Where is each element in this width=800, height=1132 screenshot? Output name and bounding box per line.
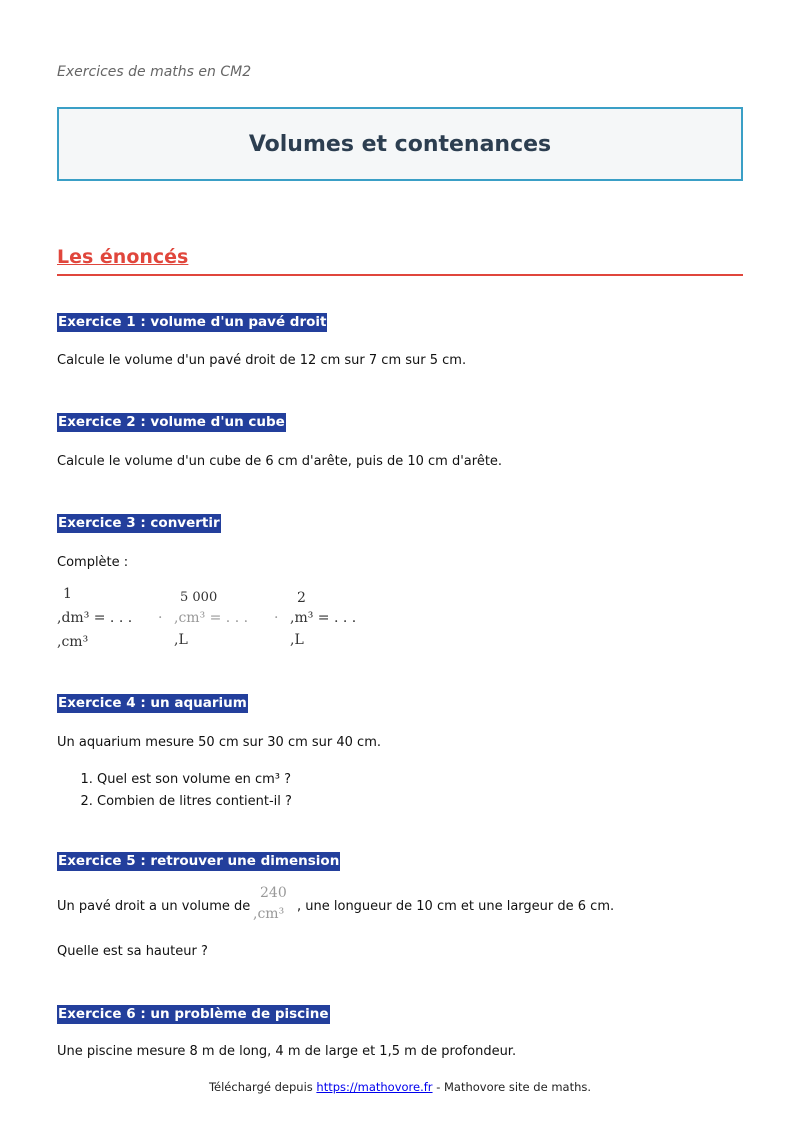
conversion-3-unit-to: ,L <box>290 632 304 648</box>
exercise-3-text: Complète : <box>57 555 129 570</box>
footer-link[interactable]: https://mathovore.fr <box>316 1080 433 1094</box>
conversion-3-unit-from: ,m³ = . . . <box>290 610 357 626</box>
exercise-3-title: Exercice 3 : convertir <box>58 515 220 531</box>
conversion-1-separator: · <box>158 610 163 626</box>
exercise-5-text-before: Un pavé droit a un volume de <box>57 899 251 914</box>
conversion-2-unit-to: ,L <box>174 632 188 648</box>
conversion-1-unit-from: ,dm³ = . . . <box>57 610 133 626</box>
footer <box>0 1080 800 1094</box>
section-title: Les énoncés <box>57 246 189 268</box>
conversion-1-value: 1 <box>63 586 72 602</box>
exercise-2-title: Exercice 2 : volume d'un cube <box>58 414 285 430</box>
exercise-1-title: Exercice 1 : volume d'un pavé droit <box>58 314 327 330</box>
exercise-5-title: Exercice 5 : retrouver une dimension <box>58 853 340 869</box>
exercise-5-value: 240 <box>260 885 287 901</box>
conversion-2-separator: · <box>274 610 279 626</box>
section-header <box>57 246 743 276</box>
footer-suffix: - Mathovore site de maths. <box>436 1080 592 1094</box>
exercise-4-text: Un aquarium mesure 50 cm sur 30 cm sur 40 cm. <box>57 735 381 750</box>
list-item: 1. Quel est son volume en cm³ ? <box>97 771 292 789</box>
exercise-5-unit: ,cm³ <box>253 906 285 922</box>
exercise-4-title: Exercice 4 : un aquarium <box>58 695 247 711</box>
exercise-6-text: Une piscine mesure 8 m de long, 4 m de large et 1,5 m de profondeur. <box>57 1044 517 1059</box>
page-title: Volumes et contenances <box>248 131 552 157</box>
page-subtitle: Exercices de maths en CM2 <box>57 64 252 80</box>
exercise-5-text-after: , une longueur de 10 cm et une largeur de 6 cm. <box>297 899 615 914</box>
conversion-3-value: 2 <box>297 590 306 606</box>
exercise-5-question: Quelle est sa hauteur ? <box>57 944 208 959</box>
conversion-2-unit-from: ,cm³ = . . . <box>174 610 249 626</box>
list-item: 2. Combien de litres contient-il ? <box>97 793 292 811</box>
conversion-1-unit-to: ,cm³ <box>57 634 89 650</box>
exercise-1-text: Calcule le volume d'un pavé droit de 12 cm sur 7 cm sur 5 cm. <box>57 353 467 368</box>
title-box <box>57 107 743 181</box>
exercise-2-text: Calcule le volume d'un cube de 6 cm d'arête, puis de 10 cm d'arête. <box>57 454 503 469</box>
exercise-4-questions <box>57 771 292 815</box>
footer-prefix: Téléchargé depuis <box>208 1080 313 1094</box>
exercise-6-title: Exercice 6 : un problème de piscine <box>58 1006 329 1022</box>
conversion-2-value: 5 000 <box>180 590 218 605</box>
